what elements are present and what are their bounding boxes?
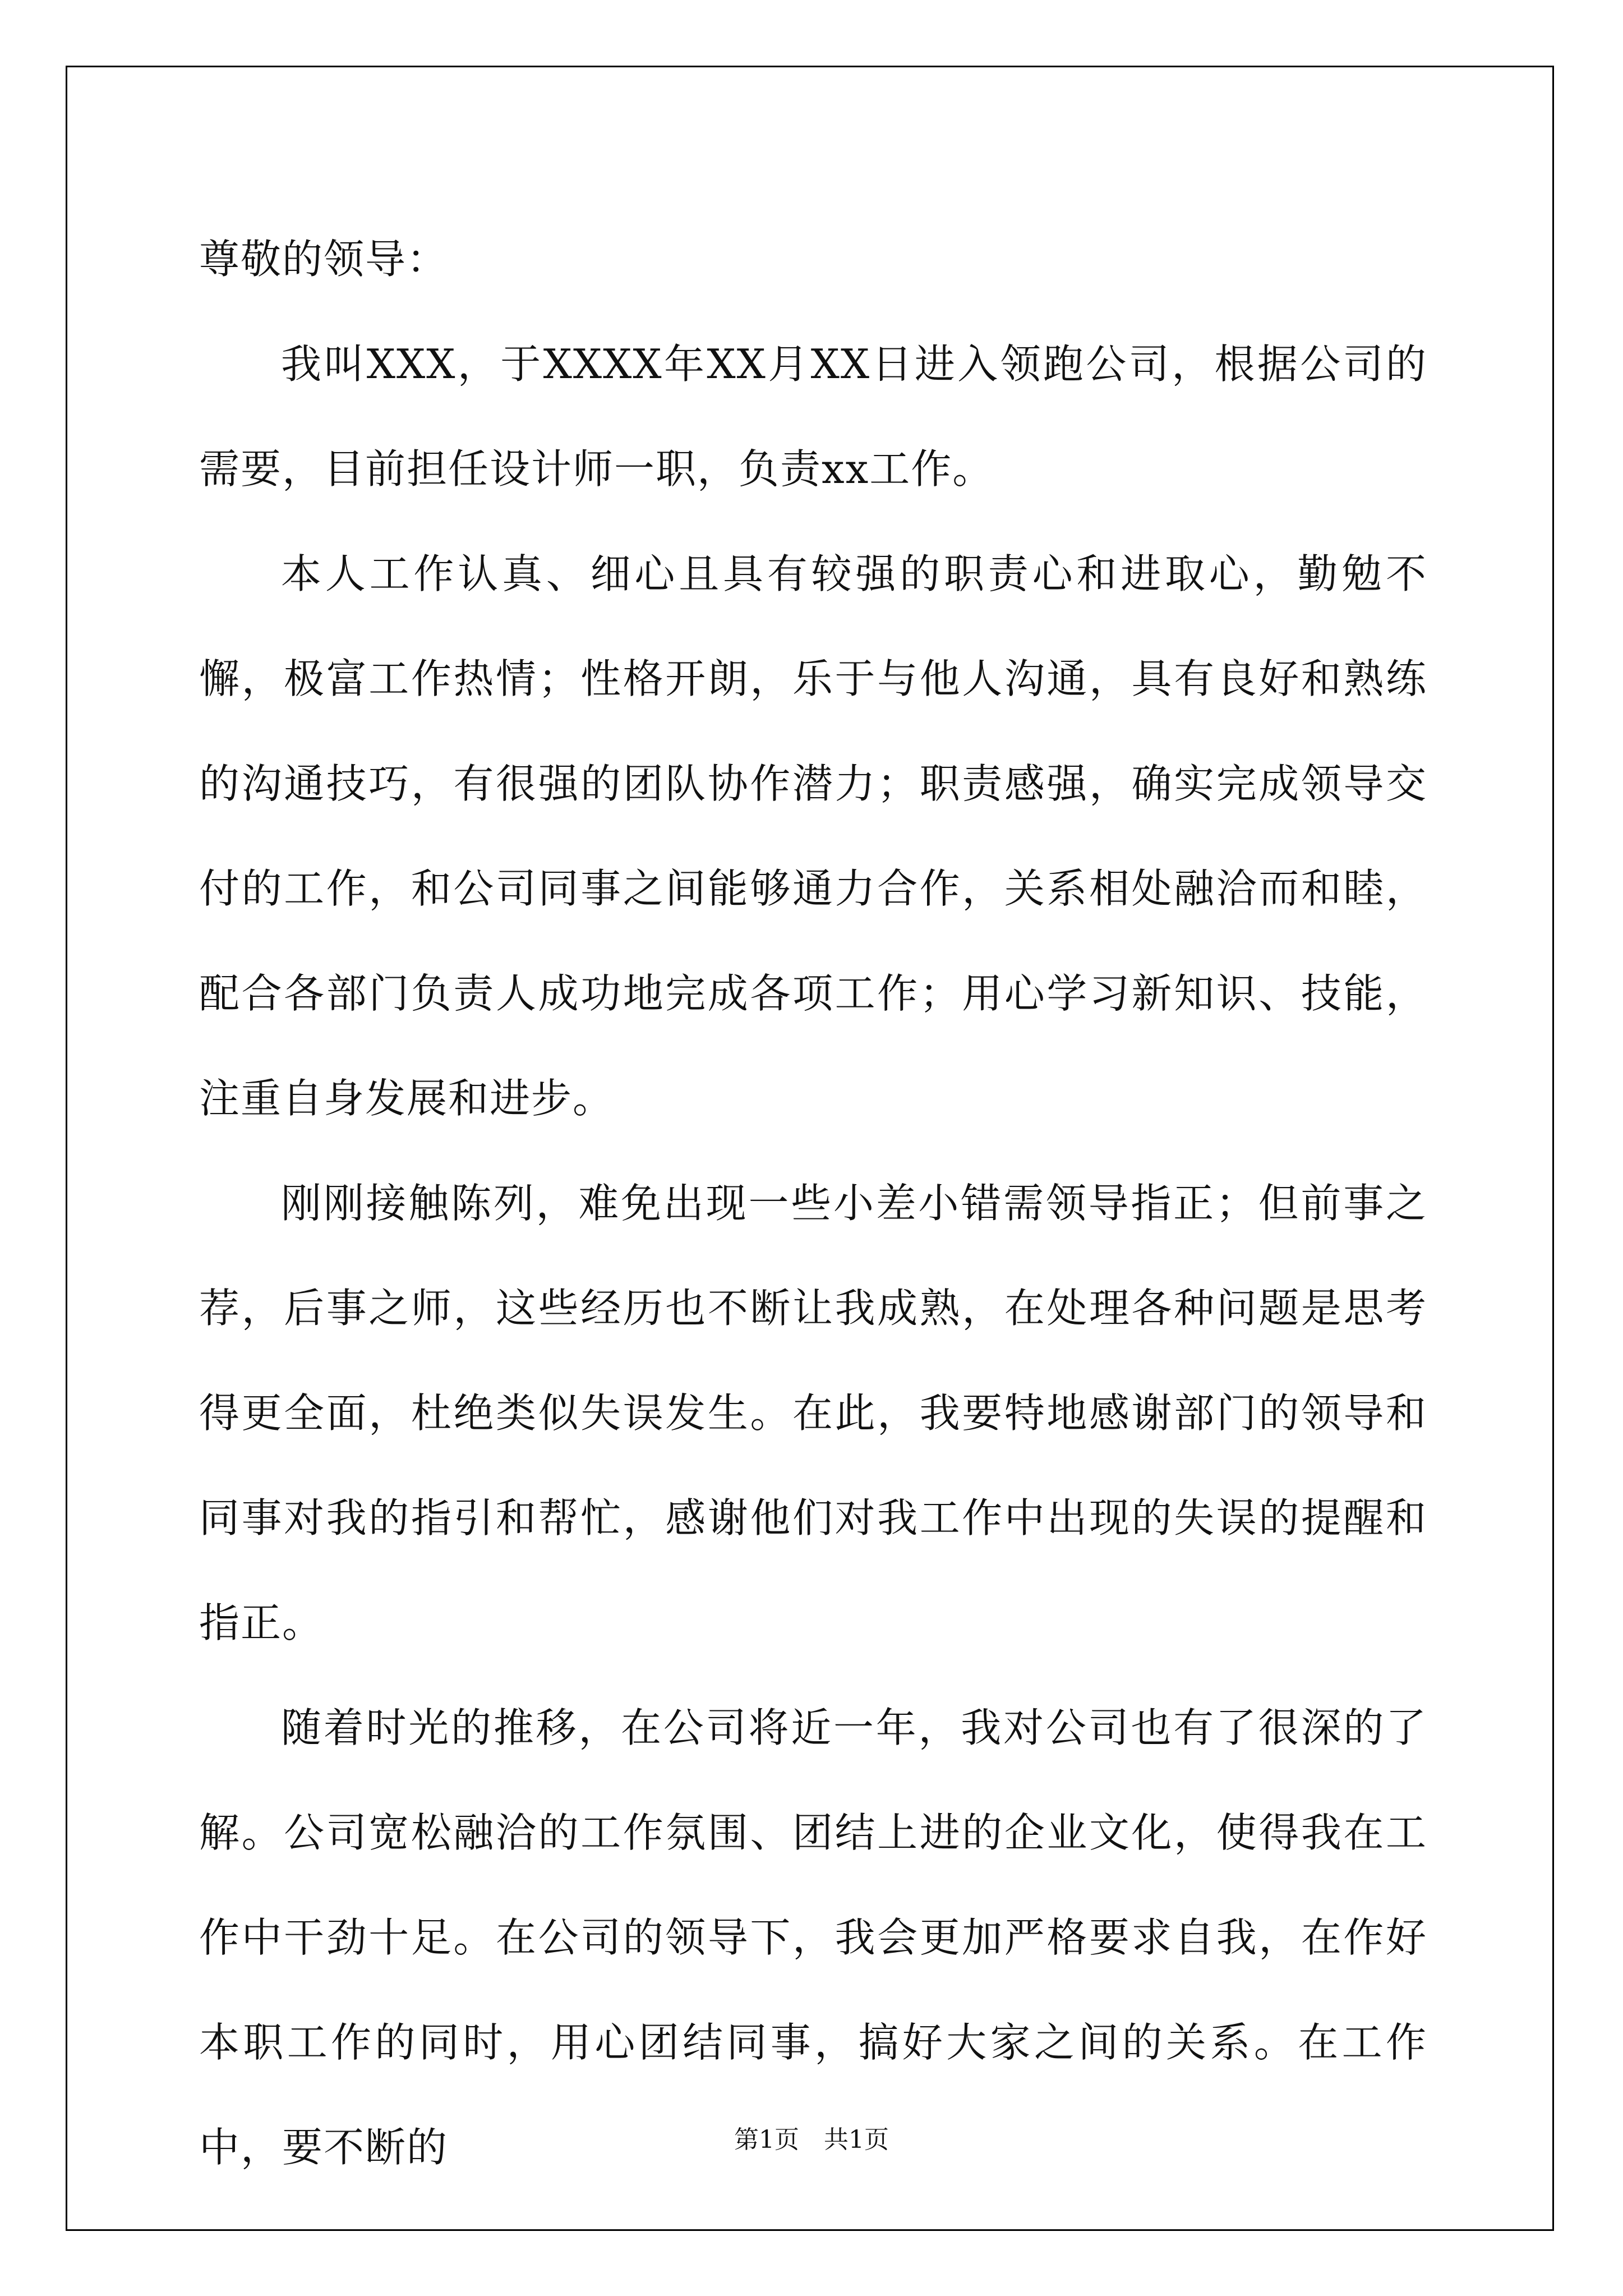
page-footer	[0, 2123, 1623, 2157]
paragraph-1: 我叫XXX，于XXXX年XX月XX日进入领跑公司，根据公司的需要，目前担任设计师一职，负责xx工作。	[199, 341, 1427, 493]
salutation: 尊敬的领导：	[199, 236, 449, 283]
page-total: 共1页	[824, 2125, 889, 2154]
paragraph-3: 刚刚接触陈列，难免出现一些小差小错需领导指正；但前事之荐，后事之师，这些经历也不断让我成熟，在处理各种问题是思考得更全面，杜绝类似失误发生。在此，我要特地感谢部门的领导和同事对我的指引和帮忙，感谢他们对我工作中出现的失误的提醒和指正。	[199, 1180, 1427, 1646]
page-number: 第1页	[734, 2125, 799, 2154]
letter-body	[199, 207, 1427, 2200]
paragraph-2: 本人工作认真、细心且具有较强的职责心和进取心，勤勉不懈，极富工作热情；性格开朗，乐于与他人沟通，具有良好和熟练的沟通技巧，有很强的团队协作潜力；职责感强，确实完成领导交付的工作，和公司同事之间能够通力合作，关系相处融洽而和睦，配合各部门负责人成功地完成各项工作；用心学习新知识、技能，注重自身发展和进步。	[199, 550, 1427, 1122]
paragraph-4: 随着时光的推移，在公司将近一年，我对公司也有了很深的了解。公司宽松融洽的工作氛围、团结上进的企业文化，使得我在工作中干劲十足。在公司的领导下，我会更加严格要求自我，在作好本职工作的同时，用心团结同事，搞好大家之间的关系。在工作中，要不断的	[199, 1704, 1427, 2171]
